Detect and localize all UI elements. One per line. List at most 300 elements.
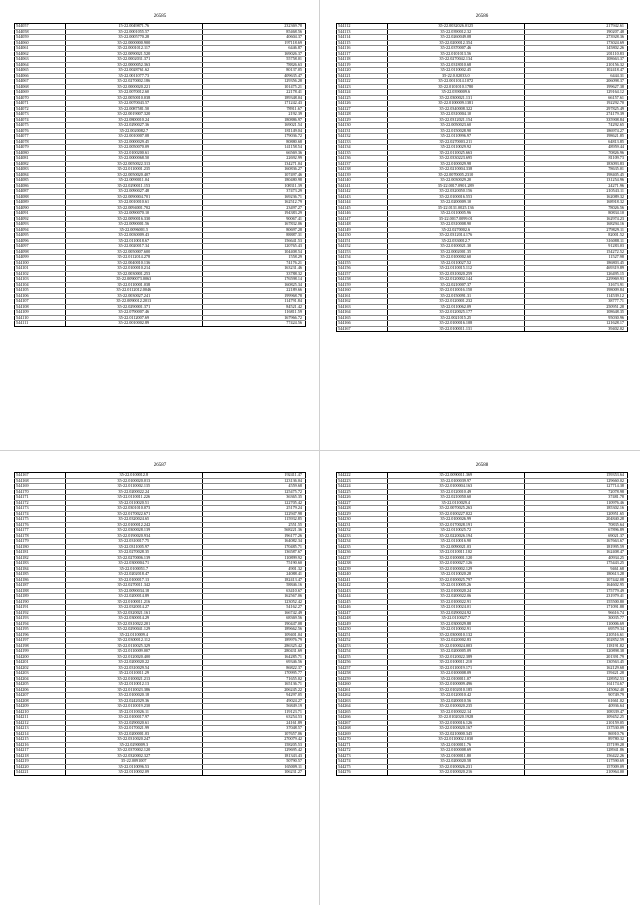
reference-code-cell: 35-22.0000068.50 [65,156,202,162]
amount-cell: 165009.11 [203,764,306,770]
record-id-cell: 544239 [337,566,388,572]
amount-cell: 171242.43 [203,101,306,107]
reference-code-cell: 35-22.0100021.213 [65,676,202,682]
amount-cell: 197118.69 [203,40,306,46]
reference-code-cell: 35-22.0100012.8 [65,473,202,479]
amount-cell: 115932.85 [203,517,306,523]
record-id-cell: 544150 [337,233,388,239]
amount-cell: 229969.93 [525,277,628,283]
amount-cell: 134271.04 [203,161,306,167]
record-id-cell: 544060 [15,40,66,46]
record-id-cell: 544191 [15,605,66,611]
record-id-cell: 544253 [337,643,388,649]
page-number: 26585 [153,14,167,19]
reference-code-cell: 35-22.0200005.09 [387,649,524,655]
amount-cell: 55758.01 [203,57,306,63]
reference-code-cell: 35-22.0301010.073 [65,506,202,512]
reference-code-cell: 35-22.0110005.96 [387,211,524,217]
amount-cell: 25179.24 [203,506,306,512]
record-id-cell: 544246 [337,605,388,611]
reference-code-cell: 35-22.0000029.45 [65,139,202,145]
record-id-cell: 544275 [337,764,388,770]
amount-cell: 66157.61 [525,95,628,101]
reference-code-cell: 35-22.0200009.10 [387,200,524,206]
amount-cell: 182413.47 [203,577,306,583]
reference-code-cell: 35-22.0270028.35 [65,550,202,556]
reference-code-cell: 35-22.0270006.139 [65,555,202,561]
record-id-cell: 544211 [15,715,66,721]
reference-code-cell: 35-22.0100020.24 [387,588,524,594]
reference-code-cell: 35-22.0310008.90 [387,222,524,228]
amount-cell: 162129.68 [525,665,628,671]
amount-cell: 120951.65 [525,511,628,517]
amount-cell: 231979.41 [525,594,628,600]
reference-code-cell: 35-22.0100020.216 [387,770,524,776]
record-id-cell: 544207 [15,693,66,699]
record-id-cell: 544141 [337,183,388,189]
amount-cell: 279829.11 [525,227,628,233]
reference-code-cell: 35-22.0102010.185 [387,687,524,693]
reference-code-cell: 35-22.0090070.10 [65,211,202,217]
amount-cell: 102852.59 [525,638,628,644]
record-id-cell: 544218 [15,753,66,759]
record-id-cell: 544165 [337,315,388,321]
reference-code-cell: 35-22.0300012.112 [65,638,202,644]
amount-cell: 145802.26 [525,46,628,52]
record-id-cell: 544147 [337,216,388,222]
record-id-cell: 544231 [337,522,388,528]
amount-cell: 91283.03 [525,244,628,250]
record-id-cell: 544202 [15,665,66,671]
amount-cell: 119123.71 [203,709,306,715]
reference-code-cell: 35-22.0270002.186 [65,79,202,85]
record-id-cell: 544143 [337,194,388,200]
record-id-cell: 544192 [15,610,66,616]
reference-code-cell: 35-22.0310020.259 [387,271,524,277]
reference-code-cell: 35-22.0050007.600 [65,249,202,255]
amount-cell: 95030.96 [525,315,628,321]
amount-cell: 204840.28 [525,517,628,523]
amount-cell: 63410.67 [203,588,306,594]
amount-cell: 568221.36 [203,528,306,534]
amount-cell: 30035.77 [525,616,628,622]
record-id-cell: 544213 [15,726,66,732]
amount-cell: 158205.53 [203,742,306,748]
amount-cell: 206098.37 [525,79,628,85]
amount-cell: 33788.32 [203,271,306,277]
amount-cell: 168918.32 [525,200,628,206]
reference-code-cell: 35-22.0090034.18 [65,588,202,594]
reference-code-cell: 35-22.0101010.1780 [387,84,524,90]
amount-cell: 108311.39 [203,183,306,189]
record-id-cell: 544085 [15,178,66,184]
record-id-cell: 544064 [15,62,66,68]
amount-cell: 78826.63 [203,62,306,68]
reference-code-cell: 35-22.0200010.56 [387,698,524,704]
amount-cell: 77424.56 [286,320,302,325]
record-id-cell: 544265 [337,709,388,715]
record-id-cell: 544105 [15,288,66,294]
amount-cell: 2192.39 [203,112,306,118]
record-id-cell: 544135 [337,150,388,156]
record-id-cell: 544216 [15,742,66,748]
record-id-cell: 544254 [337,649,388,655]
reference-code-cell: 35-22.0110029.92 [387,145,524,151]
record-id-cell: 544244 [337,594,388,600]
reference-code-cell: 35-22.0150091.31 [387,293,524,299]
record-id-cell: 544110 [15,315,66,321]
amount-cell: 78026.56 [525,205,628,211]
reference-code-cell: 35-22.0110020.28 [387,572,524,578]
reference-code-cell: 35-22.0320002.327 [65,753,202,759]
reference-code-cell: 35-22.0100017.97 [65,715,202,721]
record-id-cell: 544234 [337,539,388,545]
record-id-cell: 544248 [337,616,388,622]
amount-cell: 159421.28 [525,671,628,677]
record-table-body [337,473,628,776]
reference-code-cell: 35-22.0002001.35 [387,249,524,255]
record-id-cell: 544080 [15,150,66,156]
reference-code-cell: 35-22.0100026.231 [387,764,524,770]
record-id-cell: 544122 [337,79,388,85]
amount-cell: 68369.56 [203,616,306,622]
reference-code-cell: 35-22.0310029.54 [65,665,202,671]
amount-cell: 210159.05 [525,720,628,726]
reference-code-cell: 35-22.0090021.520 [65,51,202,57]
record-id-cell: 544144 [337,200,388,206]
amount-cell: 69021.37 [525,533,628,539]
reference-code-cell: 35-22.0100009.496 [387,682,524,688]
record-id-cell: 544073 [15,112,66,118]
reference-code-cell: 35-22.0110025.329 [65,643,202,649]
record-id-cell: 544094 [15,227,66,233]
reference-code-cell: 35-22.0100020.235 [387,704,524,710]
record-id-cell: 544142 [337,189,388,195]
record-id-cell: 544182 [15,555,66,561]
record-id-cell: 544100 [15,260,66,266]
amount-cell: 190447.08 [203,621,306,627]
reference-code-cell: 35-22.0120010.42 [387,693,524,699]
record-id-cell: 544201 [15,660,66,666]
record-id-cell: 544096 [15,238,66,244]
record-id-cell: 544117 [337,51,388,57]
amount-cell: 22178.41 [203,90,306,96]
reference-code-cell: 35-22.0312014.176 [387,233,524,239]
reference-code-cell: 35-22.0020017.34 [65,244,202,250]
reference-code-cell: 35-22.0310004.10 [387,112,524,118]
record-id-cell: 544067 [15,79,66,85]
amount-cell: 175443.25 [525,561,628,567]
amount-cell: 194383.29 [203,211,306,217]
record-id-cell: 544116 [337,46,388,52]
reference-code-cell: 35-22.0110001.038 [65,282,202,288]
record-id-cell: 544238 [337,561,388,567]
reference-code-cell: 35-22.0110009.4 [65,632,202,638]
record-id-cell: 544089 [15,200,66,206]
record-id-cell: 544217 [15,748,66,754]
record-id-cell: 544148 [337,222,388,228]
reference-code-cell: 35-22.0290009.3 [65,742,202,748]
reference-code-cell: 35-22.0100025.797 [387,577,524,583]
record-id-cell: 544214 [15,731,66,737]
reference-code-cell: 35-22.0100016.126 [387,720,524,726]
record-id-cell: 544242 [337,583,388,589]
reference-code-cell: 35-22.0110025.663 [387,150,524,156]
amount-cell: 176598.14 [203,277,306,283]
amount-cell: 162974.23 [525,216,628,222]
record-id-cell: 544258 [337,671,388,677]
reference-code-cell: 35-22.0110009.007 [65,649,202,655]
amount-cell: 170485.71 [203,544,306,550]
record-id-cell: 544173 [15,506,66,512]
amount-cell: 201391.79 [525,654,628,660]
reference-code-cell: 35-22.0110001.235 [65,167,202,173]
reference-code-cell: 35-22.0090004.701 [65,194,202,200]
amount-cell: 129695.42 [203,748,306,754]
record-id-cell: 544245 [337,599,388,605]
amount-cell: 81109.73 [525,156,628,162]
reference-code-cell: 35-22.0010002.89 [65,321,202,327]
amount-cell: 145062.40 [525,687,628,693]
reference-code-cell: 35-22.0070043.57 [65,101,202,107]
record-id-cell: 544188 [15,588,66,594]
reference-code-cell: 35-22.0032026.0125 [387,24,524,30]
record-id-cell: 544134 [337,145,388,151]
record-id-cell: 544270 [337,737,388,743]
amount-cell: 192292.70 [525,101,628,107]
record-id-cell: 544166 [337,321,388,327]
reference-code-cell: 35-22.0010010.61 [65,200,202,206]
reference-code-cell: 35-22.0120001.232 [387,299,524,305]
reference-code-cell: 35-22.0030001.253 [65,271,202,277]
reference-code-cell: 35-22.0011077.73 [65,73,202,79]
reference-code-cell: 35-22.0100011.07 [387,676,524,682]
amount-cell: 110899.92 [203,555,306,561]
record-id-cell: 544241 [337,577,388,583]
amount-cell: 123052.42 [203,599,306,605]
amount-cell: 335908.84 [525,117,628,123]
record-id-cell: 544240 [337,572,388,578]
amount-cell: 169236.71 [203,194,306,200]
record-id-cell: 544185 [15,572,66,578]
amount-cell: 169021.54 [203,123,306,129]
record-id-cell: 544179 [15,539,66,545]
amount-cell: 22189.66 [203,288,306,294]
amount-cell: 175779.49 [525,588,628,594]
reference-code-cell: 35-22.0120022.389 [387,654,524,660]
amount-cell: 164082.34 [203,539,306,545]
record-id-cell: 544170 [15,489,66,495]
record-id-cell: 544153 [337,249,388,255]
amount-cell: 130563.45 [525,660,628,666]
reference-code-cell: 35-22.0112012.0046 [65,288,202,294]
reference-code-cell: 35-22.0300004.71 [65,561,202,567]
reference-code-cell: 35-22.0000052.363 [65,62,202,68]
reference-code-cell: 35-22.0300010.132 [387,632,524,638]
amount-cell: 114539.12 [525,293,628,299]
reference-code-cell: 35-22.0100026.99 [387,517,524,523]
record-table [336,23,628,332]
record-table-body [15,24,306,327]
record-id-cell: 544127 [337,106,388,112]
reference-code-cell: 35-22.0100022.91 [387,599,524,605]
reference-code-cell: 35-22.0002031.371 [65,57,202,63]
record-id-cell: 544193 [15,616,66,622]
reference-code-cell: 35-22.0021015.25 [387,315,524,321]
record-id-cell: 544206 [15,687,66,693]
reference-code-cell: 35-22.0030027.241 [65,293,202,299]
amount-cell: 201110.83 [525,51,628,57]
record-id-cell: 544098 [15,249,66,255]
amount-cell: 74292.65 [525,123,628,129]
record-id-cell: 544146 [337,211,388,217]
reference-code-cell: 35-22.0270002.6 [387,227,524,233]
amount-cell: 154272.52 [525,249,628,255]
record-id-cell: 544124 [337,90,388,96]
amount-cell: 67896.89 [525,528,628,534]
record-id-cell: 544137 [337,161,388,167]
amount-cell: 131254.96 [525,178,628,184]
reference-code-cell: 35-22.0300028.139 [65,528,202,534]
reference-code-cell: 35-22.0100020.013 [65,478,202,484]
record-id-cell: 544264 [337,704,388,710]
record-id-cell: 544130 [337,123,388,129]
amount-cell: 50790.57 [203,759,306,765]
reference-code-cell: 35-22.0312021.154 [387,117,524,123]
reference-code-cell: 35-22.0242029.36 [65,698,202,704]
record-id-cell: 544132 [337,134,388,140]
amount-cell: 108339.47 [525,709,628,715]
record-id-cell: 544082 [15,161,66,167]
amount-cell: 274179.39 [525,112,628,118]
reference-code-cell: 35-22.0390012.32 [387,29,524,35]
amount-cell: 66569.36 [203,150,306,156]
record-id-cell: 544195 [15,627,66,633]
record-table [14,472,306,776]
record-id-cell: 544078 [15,139,66,145]
record-id-cell: 544139 [337,172,388,178]
reference-code-cell: 35-22.0090016.330 [65,216,202,222]
amount-cell: 122705.42 [203,500,306,506]
record-id-cell: 544171 [15,495,66,501]
amount-cell: 156422.26 [525,753,628,759]
reference-code-cell: 35-22.0120002.144 [387,277,524,283]
reference-code-cell: 35-22.0001055.57 [65,29,202,35]
record-id-cell: 544065 [15,68,66,74]
reference-code-cell: 35-22.0100200.61 [65,150,202,156]
amount-cell: 109401.04 [203,632,306,638]
record-id-cell: 544263 [337,698,388,704]
amount-cell: 69579.34 [525,627,628,633]
record-id-cell: 544159 [337,282,388,288]
record-id-cell: 544212 [15,720,66,726]
record-id-cell: 544215 [15,737,66,743]
amount-cell: 181149.04 [203,128,306,134]
reference-code-cell: 35-22.0210050.60 [387,495,524,501]
amount-cell: 165136.71 [203,682,306,688]
reference-code-cell: 35-22.0100227.022 [387,511,524,517]
reference-code-cell: 35-22.0000000.900 [65,40,202,46]
reference-code-cell: 35-22.0110996.97 [387,134,524,140]
record-id-cell: 544161 [337,293,388,299]
reference-code-cell: 35-22.0050010.038 [65,95,202,101]
amount-cell: 61661.02 [525,698,628,704]
reference-code-cell: 35-22.0310022.201 [65,621,202,627]
reference-code-cell: 35-22.0110002.91 [387,627,524,633]
amount-cell: 96616.74 [525,610,628,616]
amount-cell: 210964.00 [606,769,624,774]
amount-cell: 316088.11 [525,238,628,244]
record-id-cell: 544204 [15,676,66,682]
record-id-cell: 544272 [337,748,388,754]
record-id-cell: 544128 [337,112,388,118]
reference-code-cell: 35-22.0110025.72 [387,528,524,534]
reference-code-cell: 35-22.0200012.354 [387,40,524,46]
record-id-cell: 544181 [15,550,66,556]
reference-code-cell: 35-22.0110029.4 [387,500,524,506]
reference-code-cell: 35-22.0040010.136 [65,260,202,266]
record-id-cell: 544084 [15,172,66,178]
amount-cell: 181343.43 [203,753,306,759]
amount-cell: 280431.69 [203,649,306,655]
amount-cell: 129356.28 [203,79,306,85]
reference-code-cell: 35-22.0100051.7 [65,566,202,572]
reference-code-cell: 35-22.0090011.04 [65,178,202,184]
record-id-cell: 544167 [15,473,66,479]
amount-cell: 136587.67 [203,550,306,556]
amount-cell: 128952.53 [525,676,628,682]
amount-cell: 116811.59 [203,310,306,316]
amount-cell: 63254.53 [203,715,306,721]
reference-code-cell: 35-22.0100011.131 [387,326,524,332]
amount-cell: 121628.17 [525,321,628,327]
amount-cell: 23497.27 [203,205,306,211]
record-id-cell: 544088 [15,194,66,200]
reference-code-cell: 35-22.0110019.171 [387,665,524,671]
record-table-body [15,473,306,776]
reference-code-cell: 35-22.0100016.553 [387,194,524,200]
amount-cell: 90067.41 [203,216,306,222]
reference-code-cell: 35-22.0120010.49 [387,489,524,495]
amount-cell: 199627.38 [525,84,628,90]
reference-code-cell: 35-22.0010007.08 [65,134,202,140]
record-id-cell: 544177 [15,528,66,534]
amount-cell: 40936.64 [525,704,628,710]
record-id-cell: 544184 [15,566,66,572]
amount-cell: 273928.36 [525,35,628,41]
amount-cell: 24271.96 [525,183,628,189]
amount-cell: 49024.27 [203,698,306,704]
reference-code-cell: 35-22.0150028.90 [387,128,524,134]
reference-code-cell: 35-22.0110020.51 [65,500,202,506]
reference-code-cell: 35-22.0100012.242 [65,522,202,528]
record-id-cell: 544115 [337,40,388,46]
record-id-cell: 544259 [337,676,388,682]
reference-code-cell: 35-22.0170021.99 [65,726,202,732]
amount-cell: 88887.31 [203,233,306,239]
amount-cell: 80697.28 [203,227,306,233]
reference-code-cell: 35-22.0790007.46 [65,310,202,316]
amount-cell: 40934.25 [525,555,628,561]
reference-code-cell: 35-22.0200001.03 [65,731,202,737]
reference-code-cell: 35-22.0290011.153 [65,183,202,189]
amount-cell: 183093.83 [525,161,628,167]
record-table-body [337,24,628,332]
reference-code-cell: 35-22.0011014.1072 [387,79,524,85]
amount-cell: 157009.09 [525,764,628,770]
reference-code-cell: 35-22.0210004.338 [387,167,524,173]
record-id-cell: 544250 [337,627,388,633]
